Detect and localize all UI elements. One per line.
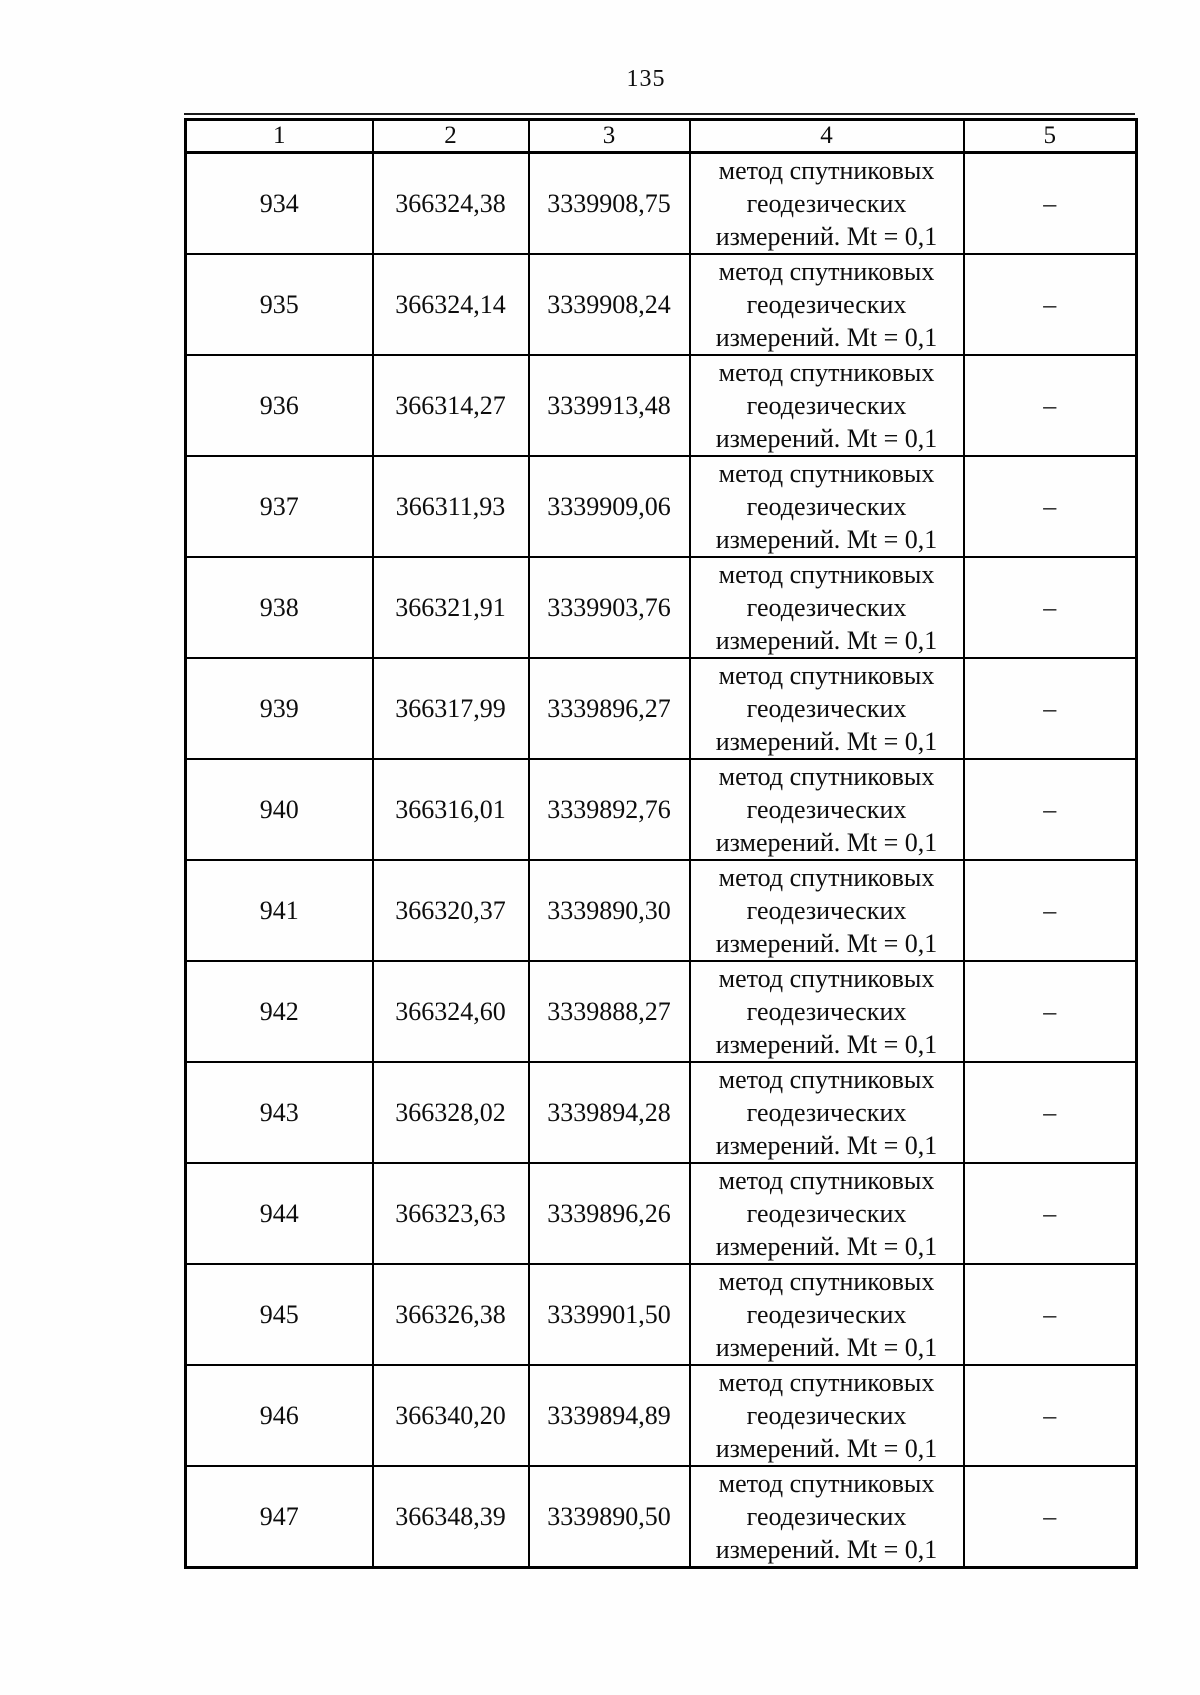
method-line-1: метод спутниковых: [718, 156, 935, 185]
table-row: [186, 557, 1137, 658]
x-coordinate-cell: 366324,14: [373, 254, 529, 355]
y-coordinate-cell: 3339892,76: [529, 759, 690, 860]
method-line-3: измерений. Mt = 0,1: [715, 1333, 938, 1362]
table-row: [186, 456, 1137, 557]
point-number-cell: 934: [186, 153, 373, 255]
method-line-3: измерений. Mt = 0,1: [715, 323, 938, 352]
x-coordinate-cell: 366340,20: [373, 1365, 529, 1466]
method-line-3: измерений. Mt = 0,1: [715, 525, 938, 554]
method-line-3: измерений. Mt = 0,1: [715, 727, 938, 756]
method-line-3: измерений. Mt = 0,1: [715, 626, 938, 655]
method-line-1: метод спутниковых: [718, 661, 935, 690]
point-number-cell: 938: [186, 557, 373, 658]
table-row: [186, 254, 1137, 355]
x-coordinate-cell: 366324,38: [373, 153, 529, 255]
method-cell: [690, 355, 964, 456]
method-cell: [690, 658, 964, 759]
column-header-2: 2: [373, 120, 529, 153]
accuracy-cell: –: [964, 1062, 1137, 1163]
method-cell: [690, 1264, 964, 1365]
y-coordinate-cell: 3339908,75: [529, 153, 690, 255]
point-number-cell: 943: [186, 1062, 373, 1163]
method-line-2: геодезических: [746, 795, 907, 824]
method-line-1: метод спутниковых: [718, 459, 935, 488]
x-coordinate-cell: 366324,60: [373, 961, 529, 1062]
method-cell: [690, 254, 964, 355]
table-row: [186, 1365, 1137, 1466]
x-coordinate-cell: 366311,93: [373, 456, 529, 557]
method-line-3: измерений. Mt = 0,1: [715, 424, 938, 453]
table-row: [186, 153, 1137, 255]
header-row: [186, 120, 1137, 153]
method-line-1: метод спутниковых: [718, 560, 935, 589]
accuracy-cell: –: [964, 254, 1137, 355]
method-line-3: измерений. Mt = 0,1: [715, 1232, 938, 1261]
accuracy-cell: –: [964, 1163, 1137, 1264]
method-line-1: метод спутниковых: [718, 1166, 935, 1195]
method-line-1: метод спутниковых: [718, 1065, 935, 1094]
method-line-1: метод спутниковых: [718, 762, 935, 791]
method-line-2: геодезических: [746, 1098, 907, 1127]
method-line-1: метод спутниковых: [718, 257, 935, 286]
method-cell: [690, 1062, 964, 1163]
method-line-2: геодезических: [746, 290, 907, 319]
method-line-1: метод спутниковых: [718, 1469, 935, 1498]
accuracy-cell: –: [964, 961, 1137, 1062]
method-line-2: геодезических: [746, 1401, 907, 1430]
page-number: 135: [626, 66, 666, 92]
point-number-cell: 935: [186, 254, 373, 355]
method-line-2: геодезических: [746, 896, 907, 925]
table-row: [186, 1163, 1137, 1264]
accuracy-cell: –: [964, 759, 1137, 860]
accuracy-cell: –: [964, 153, 1137, 255]
point-number-cell: 946: [186, 1365, 373, 1466]
x-coordinate-cell: 366314,27: [373, 355, 529, 456]
method-line-2: геодезических: [746, 997, 907, 1026]
method-line-1: метод спутниковых: [718, 964, 935, 993]
y-coordinate-cell: 3339894,28: [529, 1062, 690, 1163]
method-line-3: измерений. Mt = 0,1: [715, 222, 938, 251]
table-row: [186, 860, 1137, 961]
method-line-2: геодезических: [746, 492, 907, 521]
y-coordinate-cell: 3339913,48: [529, 355, 690, 456]
method-line-2: геодезических: [746, 391, 907, 420]
column-header-4: 4: [690, 120, 964, 153]
table-row: [186, 759, 1137, 860]
accuracy-cell: –: [964, 1466, 1137, 1568]
accuracy-cell: –: [964, 658, 1137, 759]
point-number-cell: 940: [186, 759, 373, 860]
method-cell: [690, 1466, 964, 1568]
method-cell: [690, 557, 964, 658]
table-row: [186, 355, 1137, 456]
table-row: [186, 1466, 1137, 1568]
table-top-rule: [184, 113, 1135, 115]
method-cell: [690, 961, 964, 1062]
table-body: [186, 153, 1137, 1568]
y-coordinate-cell: 3339890,30: [529, 860, 690, 961]
x-coordinate-cell: 366316,01: [373, 759, 529, 860]
point-number-cell: 945: [186, 1264, 373, 1365]
method-cell: [690, 860, 964, 961]
point-number-cell: 936: [186, 355, 373, 456]
x-coordinate-cell: 366323,63: [373, 1163, 529, 1264]
method-cell: [690, 1163, 964, 1264]
coordinates-table: [184, 118, 1138, 1569]
method-line-3: измерений. Mt = 0,1: [715, 1131, 938, 1160]
method-line-1: метод спутниковых: [718, 358, 935, 387]
column-header-5: 5: [964, 120, 1137, 153]
y-coordinate-cell: 3339894,89: [529, 1365, 690, 1466]
y-coordinate-cell: 3339896,27: [529, 658, 690, 759]
method-line-1: метод спутниковых: [718, 1368, 935, 1397]
method-line-2: геодезических: [746, 189, 907, 218]
point-number-cell: 941: [186, 860, 373, 961]
point-number-cell: 944: [186, 1163, 373, 1264]
x-coordinate-cell: 366320,37: [373, 860, 529, 961]
accuracy-cell: –: [964, 860, 1137, 961]
x-coordinate-cell: 366348,39: [373, 1466, 529, 1568]
column-header-1: 1: [186, 120, 373, 153]
point-number-cell: 937: [186, 456, 373, 557]
method-line-2: геодезических: [746, 1300, 907, 1329]
method-cell: [690, 759, 964, 860]
method-cell: [690, 456, 964, 557]
table-row: [186, 1264, 1137, 1365]
point-number-cell: 939: [186, 658, 373, 759]
method-line-1: метод спутниковых: [718, 1267, 935, 1296]
method-line-2: геодезических: [746, 694, 907, 723]
method-cell: [690, 153, 964, 255]
x-coordinate-cell: 366321,91: [373, 557, 529, 658]
column-header-3: 3: [529, 120, 690, 153]
table-row: [186, 1062, 1137, 1163]
y-coordinate-cell: 3339909,06: [529, 456, 690, 557]
accuracy-cell: –: [964, 1264, 1137, 1365]
method-line-2: геодезических: [746, 1199, 907, 1228]
accuracy-cell: –: [964, 355, 1137, 456]
accuracy-cell: –: [964, 557, 1137, 658]
method-line-3: измерений. Mt = 0,1: [715, 1434, 938, 1463]
y-coordinate-cell: 3339896,26: [529, 1163, 690, 1264]
y-coordinate-cell: 3339903,76: [529, 557, 690, 658]
accuracy-cell: –: [964, 456, 1137, 557]
method-line-3: измерений. Mt = 0,1: [715, 1535, 938, 1564]
y-coordinate-cell: 3339888,27: [529, 961, 690, 1062]
method-cell: [690, 1365, 964, 1466]
accuracy-cell: –: [964, 1365, 1137, 1466]
method-line-3: измерений. Mt = 0,1: [715, 1030, 938, 1059]
x-coordinate-cell: 366317,99: [373, 658, 529, 759]
y-coordinate-cell: 3339901,50: [529, 1264, 690, 1365]
point-number-cell: 942: [186, 961, 373, 1062]
method-line-3: измерений. Mt = 0,1: [715, 828, 938, 857]
table-row: [186, 658, 1137, 759]
y-coordinate-cell: 3339908,24: [529, 254, 690, 355]
method-line-2: геодезических: [746, 1502, 907, 1531]
point-number-cell: 947: [186, 1466, 373, 1568]
x-coordinate-cell: 366328,02: [373, 1062, 529, 1163]
method-line-2: геодезических: [746, 593, 907, 622]
y-coordinate-cell: 3339890,50: [529, 1466, 690, 1568]
table-row: [186, 961, 1137, 1062]
method-line-1: метод спутниковых: [718, 863, 935, 892]
method-line-3: измерений. Mt = 0,1: [715, 929, 938, 958]
x-coordinate-cell: 366326,38: [373, 1264, 529, 1365]
